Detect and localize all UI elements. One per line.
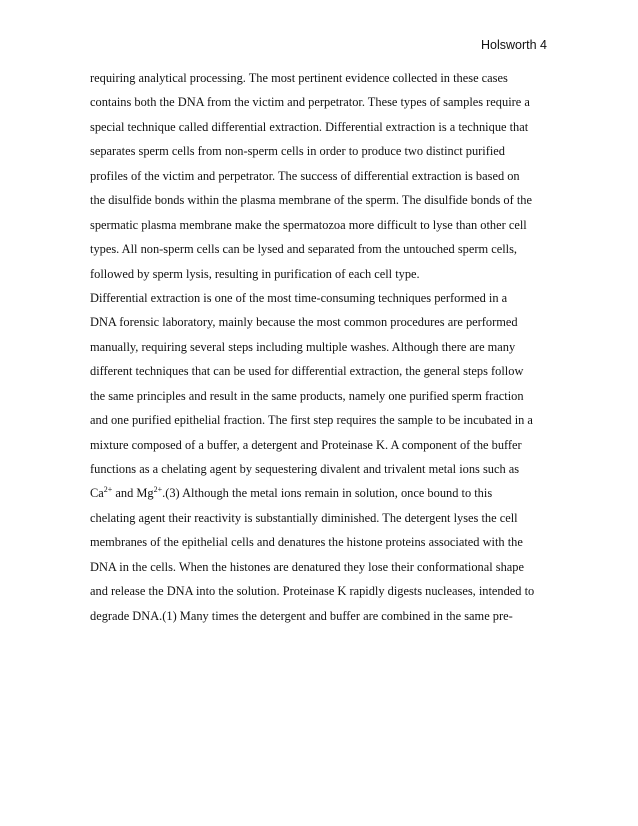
text-line: types. All non-sperm cells can be lysed and separated from the untouched sperm cells, bbox=[90, 242, 518, 257]
ion-magnesium-charge: 2+ bbox=[153, 485, 163, 495]
ion-connector: and bbox=[112, 486, 137, 501]
text-line: DNA in the cells. When the histones are denatured they lose their conformational shape bbox=[90, 559, 524, 574]
text-line: followed by sperm lysis, resulting in purification of each cell type. bbox=[90, 266, 420, 281]
text-line: contains both the DNA from the victim and perpetrator. These types of samples require a bbox=[90, 95, 530, 110]
text-line: mixture composed of a buffer, a detergent and Proteinase K. A component of the buffer bbox=[90, 437, 522, 452]
text-line: the disulfide bonds within the plasma membrane of the sperm. The disulfide bonds of the bbox=[90, 193, 532, 208]
text-line: manually, requiring several steps including multiple washes. Although there are many bbox=[90, 339, 516, 354]
text-line: and release the DNA into the solution. Proteinase K rapidly digests nucleases, intended to bbox=[90, 584, 535, 599]
text-line: chelating agent their reactivity is substantially diminished. The detergent lyses the cell bbox=[90, 510, 518, 525]
text-line: separates sperm cells from non-sperm cells in order to produce two distinct purified bbox=[90, 144, 505, 159]
text-line: membranes of the epithelial cells and denatures the histone proteins associated with the bbox=[90, 535, 523, 550]
text-line: different techniques that can be used for differential extraction, the general steps follow bbox=[90, 364, 524, 379]
text-line: profiles of the victim and perpetrator. The success of differential extraction is based on bbox=[90, 168, 520, 183]
text-line: requiring analytical processing. The most pertinent evidence collected in these cases bbox=[90, 71, 508, 85]
ion-text-line bbox=[90, 481, 560, 505]
text-line: DNA forensic laboratory, mainly because the most common procedures are performed bbox=[90, 315, 518, 330]
ion-calcium: Ca bbox=[90, 486, 104, 501]
text-line: spermatic plasma membrane make the spermatozoa more difficult to lyse than other cell bbox=[90, 217, 527, 232]
text-line: functions as a chelating agent by sequestering divalent and trivalent metal ions such as bbox=[90, 462, 520, 476]
ion-line-rest: .(3) Although the metal ions remain in solution, once bound to this bbox=[162, 486, 493, 501]
ion-calcium-charge: 2+ bbox=[103, 485, 113, 495]
body-text bbox=[90, 66, 560, 628]
text-line: the same principles and result in the same products, namely one purified sperm fraction bbox=[90, 388, 524, 403]
text-line: degrade DNA.(1) Many times the detergent and buffer are combined in the same pre- bbox=[90, 608, 513, 623]
ion-magnesium: Mg bbox=[136, 486, 154, 501]
paragraph-start-line: Differential extraction is one of the most time-consuming techniques performed in a bbox=[90, 290, 508, 305]
text-line: special technique called differential extraction. Differential extraction is a technique that bbox=[90, 119, 529, 134]
text-line: and one purified epithelial fraction. The first step requires the sample to be incubated in a bbox=[90, 413, 533, 428]
running-head: Holsworth 4 bbox=[481, 38, 547, 52]
